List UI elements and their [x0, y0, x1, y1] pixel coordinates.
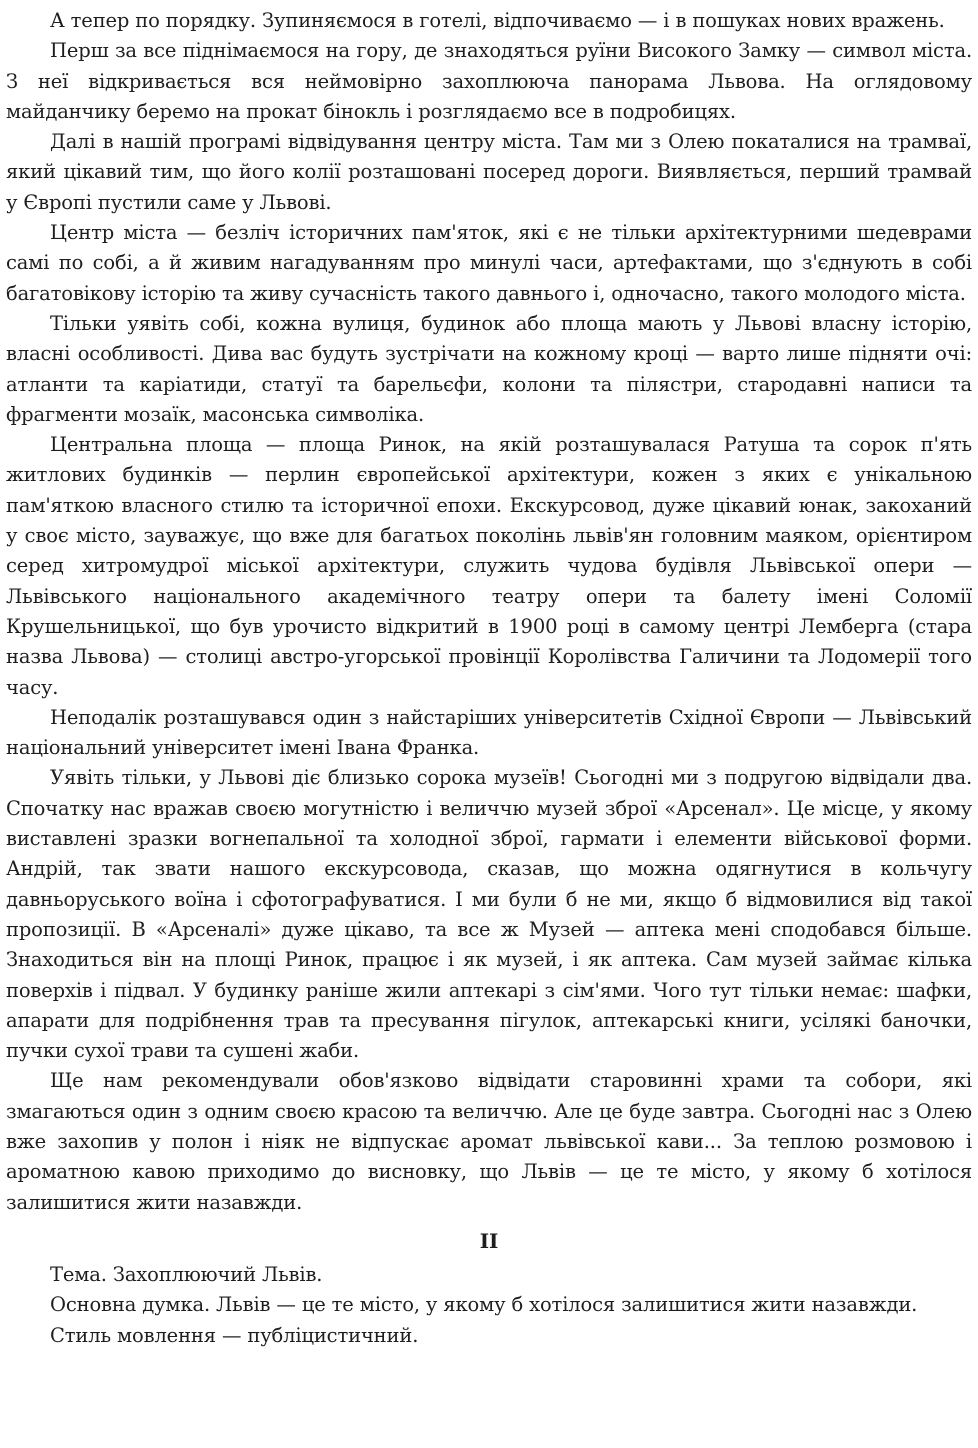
- paragraph-6: Центральна площа — площа Ринок, на якій розташувалася Ратуша та сорок п'ять житлових будинків — перлин європейської архітектури, кожен з яких є унікальною пам'яткою власного стилю та історичної епохи. Екскурсовод, дуже цікавий юнак, закоханий у своє місто, зауважує, що вже для багатьох поколінь львів'ян головним маяком, орієнтиром серед хитромудрої міської архітектури, служить чудова будівля Львівської опери — Львівського національного академічного театру опери та балету імені Соломії Крушельницької, що був урочисто відкритий в 1900 році в самому центрі Лемберга (стара назва Львова) — столиці австро-угорської провінції Королівства Галичини та Лодомерії того часу.: [6, 433, 972, 699]
- paragraph-1: А тепер по порядку. Зупиняємося в готелі, відпочиваємо — і в пошуках нових вражень.: [50, 9, 945, 32]
- paragraph-7: Неподалік розташувався один з найстаріших університетів Східної Європи — Львівський національний університет імені Івана Франка.: [6, 705, 972, 760]
- paragraph-2: Перш за все піднімаємося на гору, де знаходяться руїни Високого Замку — символ міста. З неї відкривається вся неймовірно захоплююча панорама Львова. На оглядовому майданчику беремо на прокат бінокль і розглядаємо все в подробицях.: [6, 39, 972, 123]
- document-page: [6, 6, 972, 1351]
- paragraph-3: Далі в нашій програмі відвідування центру міста. Там ми з Олею покаталися на трамваї, який цікавий тим, що його колії розташовані посеред дороги. Виявляється, перший трамвай у Європі пустили саме у Львові.: [6, 130, 972, 214]
- paragraph-9: Ще нам рекомендували обов'язково відвідати старовинні храми та собори, які змагаються один з одним своєю красою та величчю. Але це буде завтра. Сьогодні нас з Олею вже захопив у полон і ніяк не відпускає аромат львівської кави... За теплою розмовою і ароматною кавою приходимо до висновку, що Львів — це те місто, у якому б хотілося залишитися жити назавжди.: [6, 1069, 972, 1214]
- closing-style: Стиль мовлення — публіцистичний.: [50, 1323, 419, 1347]
- section-heading: II: [479, 1228, 499, 1253]
- paragraph-8: Уявіть тільки, у Львові діє близько сорока музеїв! Сьогодні ми з подругою відвідали два. Спочатку нас вражав своєю могутністю і величчю музей зброї «Арсенал». Це місце, у якому виставлені зразки вогнепальної та холодної зброї, гармати і елементи військової форми. Андрій, так звати нашого екскурсовода, сказав, що можна одягнутися в кольчугу давньоруського воїна і сфотографуватися. І ми були б не ми, якщо б відмовилися від такої пропозиції. В «Арсеналі» дуже цікаво, та все ж Музей — аптека мені сподобався більше. Знаходиться він на площі Ринок, працює і як музей, і як аптека. Сам музей займає кілька поверхів і підвал. У будинку раніше жили аптекарі з сім'ями. Чого тут тільки немає: шафки, апарати для подрібнення трав та пресування пігулок, аптекарські книги, усілякі баночки, пучки сухої трави та сушені жаби.: [6, 766, 972, 1063]
- paragraph-4: Центр міста — безліч історичних пам'яток, які є не тільки архітектурними шедеврами самі по собі, а й живим нагадуванням про минулі часи, артефактами, що з'єднують в собі багатовікову історію та живу сучасність такого давнього і, одночасно, такого молодого міста.: [6, 221, 972, 305]
- closing-topic: Тема. Захоплюючий Львів.: [50, 1263, 323, 1287]
- closing-main-idea: Основна думка. Львів — це те місто, у якому б хотілося залишитися жити назавжди.: [50, 1293, 918, 1317]
- paragraph-5: Тільки уявіть собі, кожна вулиця, будинок або площа мають у Львові власну історію, власні особливості. Дива вас будуть зустрічати на кожному кроці — варто лише підняти очі: атланти та каріатиди, статуї та барельєфи, колони та пілястри, стародавні написи та фрагменти мозаїк, масонська символіка.: [6, 311, 972, 426]
